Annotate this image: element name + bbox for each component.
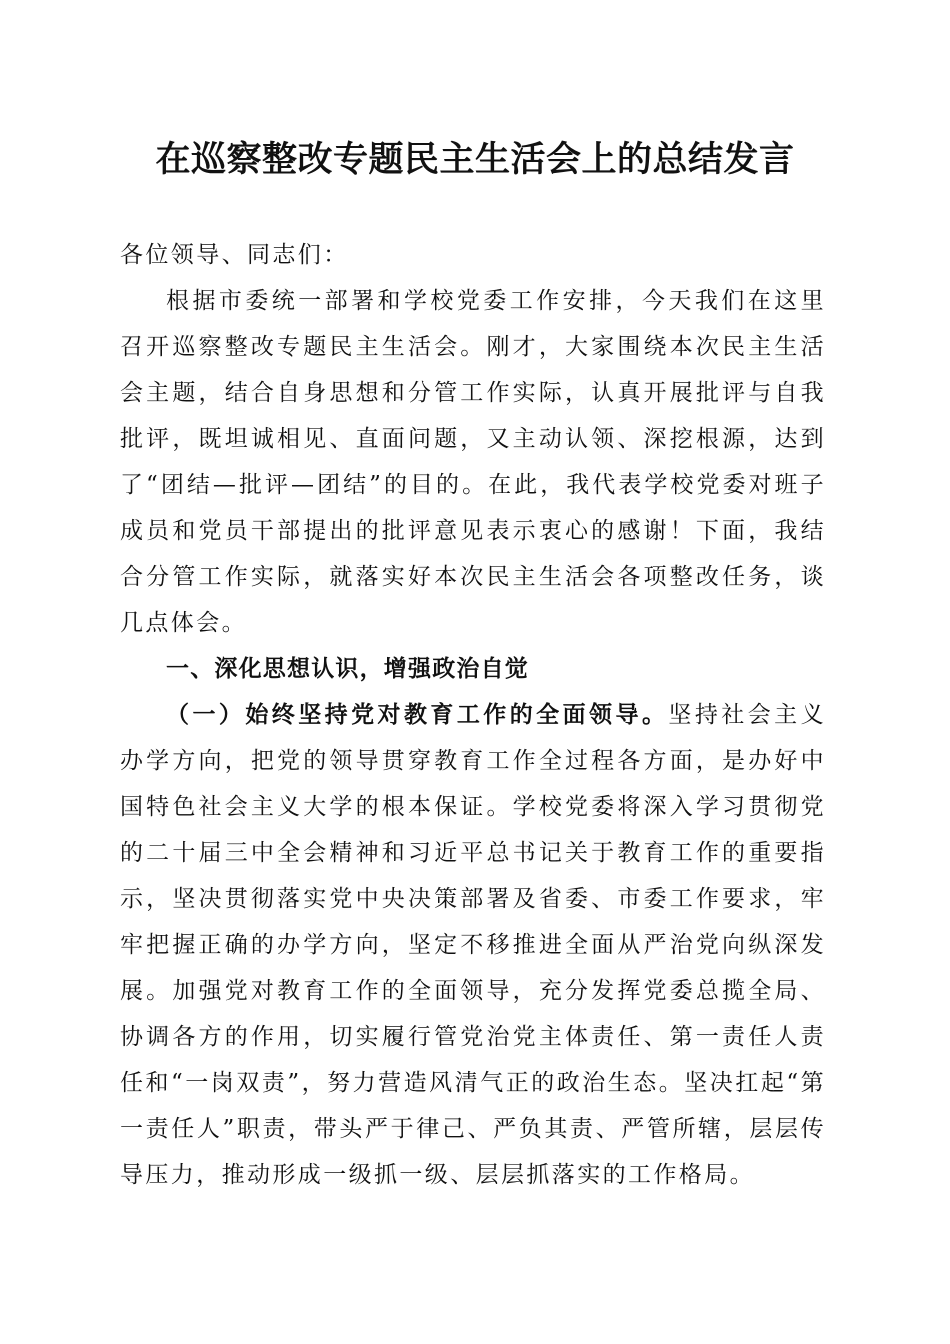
section-1-item-1-body: 坚持社会主义办学方向，把党的领导贯穿教育工作全过程各方面，是办好中国特色社会主义大学的根本保证。学校党委将深入学习贯彻党的二十届三中全会精神和习近平总书记关于教育工作的重要指示，坚决贯彻落实党中央决策部署及省委、市委工作要求，牢牢把握正确的办学方向，坚定不移推进全面从严治党向纵深发展。加强党对教育工作的全面领导，充分发挥党委总揽全局、协调各方的作用，切实履行管党治党主体责任、第一责任人责任和“一岗双责”，努力营造风清气正的政治生态。坚决扛起“第一责任人”职责，带头严于律己、严负其责、严管所辖，层层传导压力，推动形成一级抓一级、层层抓落实的工作格局。 bbox=[120, 702, 826, 1188]
section-1-item-1 bbox=[120, 692, 826, 1198]
section-1-item-1-lead: （一）始终坚持党对教育工作的全面领导。 bbox=[166, 701, 669, 728]
salutation: 各位领导、同志们： bbox=[120, 242, 349, 268]
section-heading-1: 一、深化思想认识，增强政治自觉 bbox=[166, 656, 529, 682]
intro-paragraph: 根据市委统一部署和学校党委工作安排，今天我们在这里召开巡察整改专题民主生活会。刚才，大家围绕本次民主生活会主题，结合自身思想和分管工作实际，认真开展批评与自我批评，既坦诚相见、直面问题，又主动认领、深挖根源，达到了“团结—批评—团结”的目的。在此，我代表学校党委对班子成员和党员干部提出的批评意见表示衷心的感谢！下面，我结合分管工作实际，就落实好本次民主生活会各项整改任务，谈几点体会。 bbox=[120, 288, 826, 636]
document-title: 在巡察整改专题民主生活会上的总结发言 bbox=[155, 139, 795, 180]
document-body bbox=[120, 232, 826, 1198]
